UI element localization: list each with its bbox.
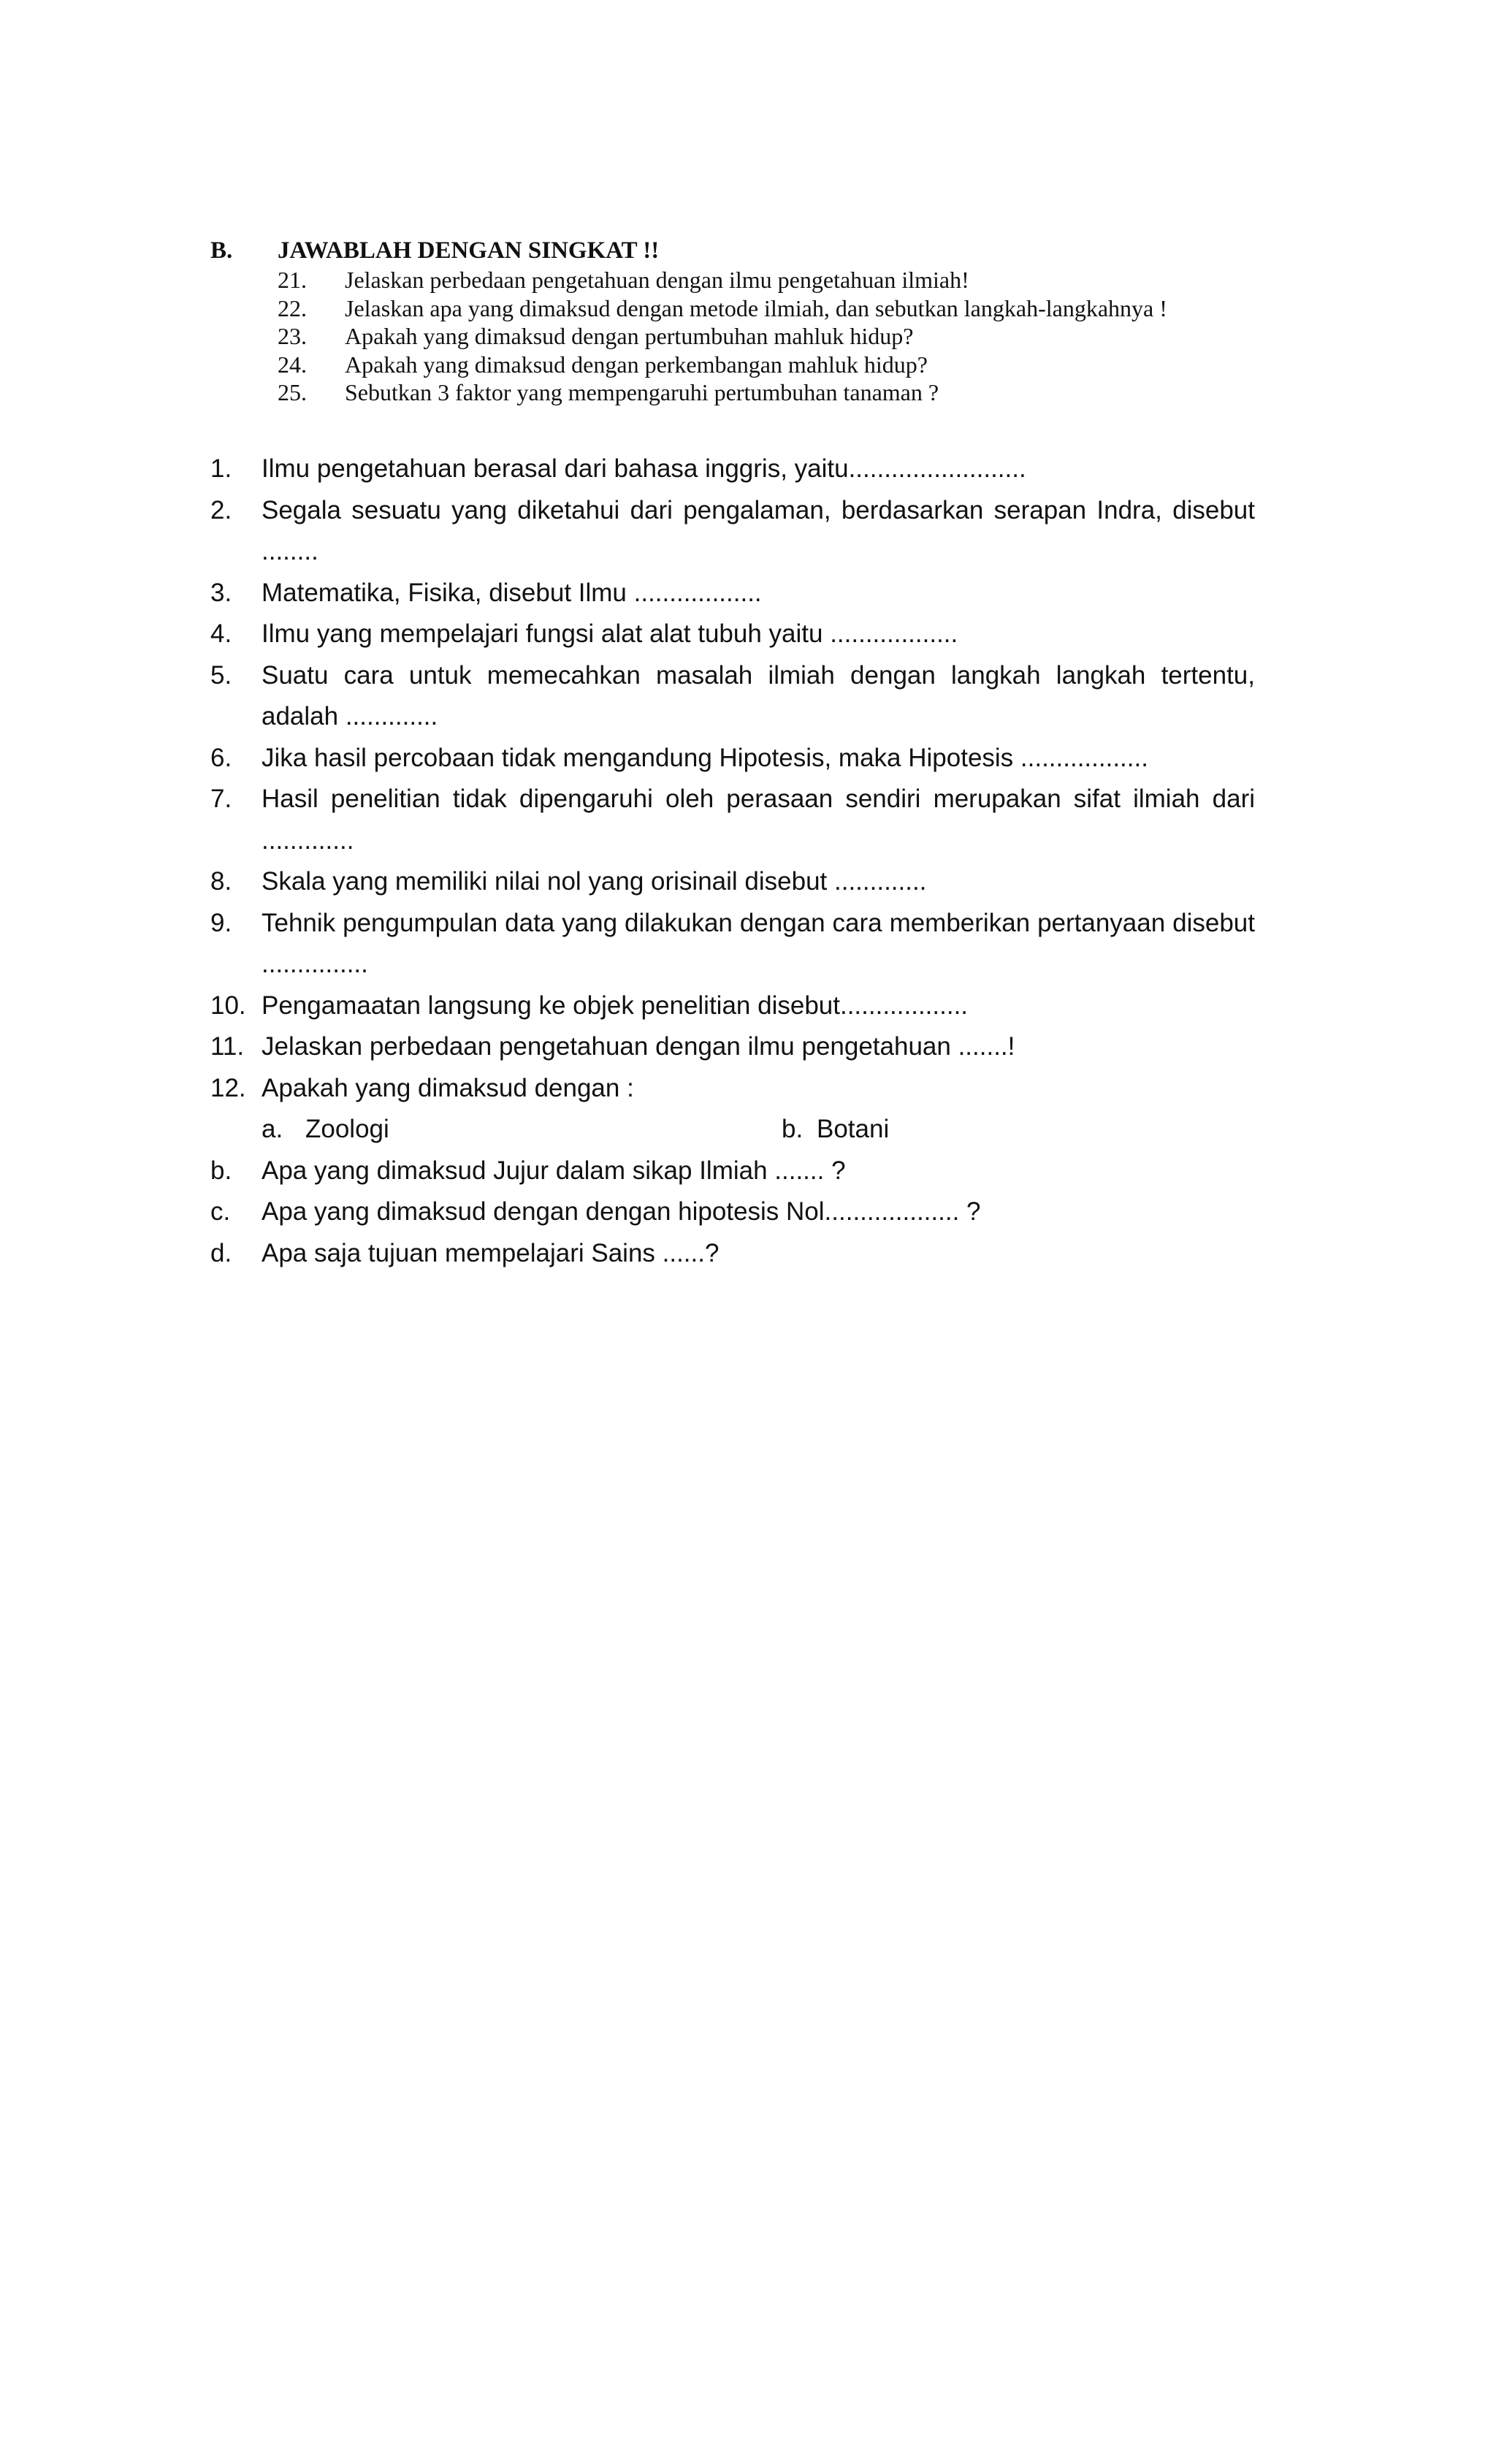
list-item — [210, 614, 1255, 655]
question-text: Jelaskan perbedaan pengetahuan dengan ilmu pengetahuan ilmiah! — [345, 267, 969, 293]
list-item — [210, 655, 1255, 738]
question-text: Jelaskan apa yang dimaksud dengan metode ilmiah, dan sebutkan langkah-langkahnya ! — [345, 294, 1167, 321]
list-item — [210, 1068, 1255, 1110]
item-number: 9. — [210, 908, 232, 937]
list-item — [210, 1191, 1255, 1233]
section-title: JAWABLAH DENGAN SINGKAT !! — [278, 237, 660, 264]
question-number: 22. — [278, 294, 307, 321]
list-item — [210, 985, 1255, 1027]
item-text: Suatu cara untuk memecahkan masalah ilmiah dengan langkah langkah tertentu, adalah ............. — [262, 660, 1255, 731]
list-item — [210, 903, 1255, 985]
sub-option-a — [262, 1109, 782, 1151]
item-number: 3. — [210, 578, 232, 607]
section-letter: B. — [210, 237, 233, 264]
essay-question — [210, 322, 1306, 351]
item-letter: d. — [210, 1238, 232, 1267]
section-b-heading — [210, 235, 1306, 266]
question-number: 23. — [278, 323, 307, 349]
item-text: Ilmu pengetahuan berasal dari bahasa inggris, yaitu......................... — [262, 454, 1026, 483]
essay-question — [210, 294, 1306, 323]
item-number: 6. — [210, 743, 232, 772]
list-item — [210, 573, 1255, 614]
item-number: 4. — [210, 619, 232, 648]
list-item — [210, 1233, 1255, 1275]
question-number: 25. — [278, 379, 307, 405]
item-letter: c. — [210, 1197, 231, 1226]
question-text: Apakah yang dimaksud dengan perkembangan mahluk hidup? — [345, 351, 928, 378]
numbered-question-list — [210, 449, 1255, 1274]
item-text: Pengamaatan langsung ke objek penelitian disebut.................. — [262, 991, 969, 1020]
item-text: Apa saja tujuan mempelajari Sains ......? — [262, 1238, 720, 1267]
list-item — [210, 449, 1255, 490]
item-letter: b. — [210, 1156, 232, 1185]
list-item — [210, 738, 1255, 779]
item-number: 7. — [210, 785, 232, 813]
list-item — [210, 1151, 1255, 1192]
essay-question — [210, 266, 1306, 294]
list-item — [210, 1026, 1255, 1068]
item-number: 10. — [210, 991, 246, 1020]
item-text: Apa yang dimaksud dengan dengan hipotesis Nol................... ? — [262, 1197, 981, 1226]
item-number: 1. — [210, 454, 232, 483]
item-text: Apa yang dimaksud Jujur dalam sikap Ilmiah ....... ? — [262, 1156, 846, 1185]
item-text: Jelaskan perbedaan pengetahuan dengan ilmu pengetahuan .......! — [262, 1032, 1015, 1061]
option-label: a. — [262, 1115, 283, 1143]
item-text: Apakah yang dimaksud dengan : — [262, 1073, 634, 1102]
item-text: Segala sesuatu yang diketahui dari pengalaman, berdasarkan serapan Indra, disebut ........ — [262, 495, 1255, 565]
option-label: b. — [782, 1115, 804, 1143]
item-number: 8. — [210, 867, 232, 896]
question-text: Apakah yang dimaksud dengan pertumbuhan mahluk hidup? — [345, 323, 914, 349]
item-text: Matematika, Fisika, disebut Ilmu .................. — [262, 578, 762, 607]
option-text: Botani — [817, 1115, 890, 1143]
option-text: Zoologi — [305, 1115, 389, 1143]
question-text: Sebutkan 3 faktor yang mempengaruhi pertumbuhan tanaman ? — [345, 379, 939, 405]
item-text: Jika hasil percobaan tidak mengandung Hipotesis, maka Hipotesis .................. — [262, 743, 1148, 772]
essay-question — [210, 351, 1306, 379]
list-item — [210, 861, 1255, 903]
sub-option-b — [782, 1109, 889, 1151]
item-text: Tehnik pengumpulan data yang dilakukan dengan cara memberikan pertanyaan disebut ............... — [262, 908, 1255, 978]
item-text: Hasil penelitian tidak dipengaruhi oleh perasaan sendiri merupakan sifat ilmiah dari ............. — [262, 785, 1255, 855]
section-b — [210, 235, 1306, 407]
item-number: 12. — [210, 1073, 246, 1102]
item-number: 2. — [210, 495, 232, 525]
question-number: 21. — [278, 267, 307, 293]
essay-question — [210, 378, 1306, 407]
sub-options-row — [210, 1109, 1255, 1151]
list-item — [210, 490, 1255, 573]
item-number: 11. — [210, 1032, 245, 1061]
essay-question-list — [210, 266, 1306, 407]
item-text: Ilmu yang mempelajari fungsi alat alat tubuh yaitu .................. — [262, 619, 958, 648]
list-item — [210, 779, 1255, 861]
item-text: Skala yang memiliki nilai nol yang orisinail disebut ............. — [262, 867, 927, 896]
item-number: 5. — [210, 660, 232, 690]
question-number: 24. — [278, 351, 307, 378]
